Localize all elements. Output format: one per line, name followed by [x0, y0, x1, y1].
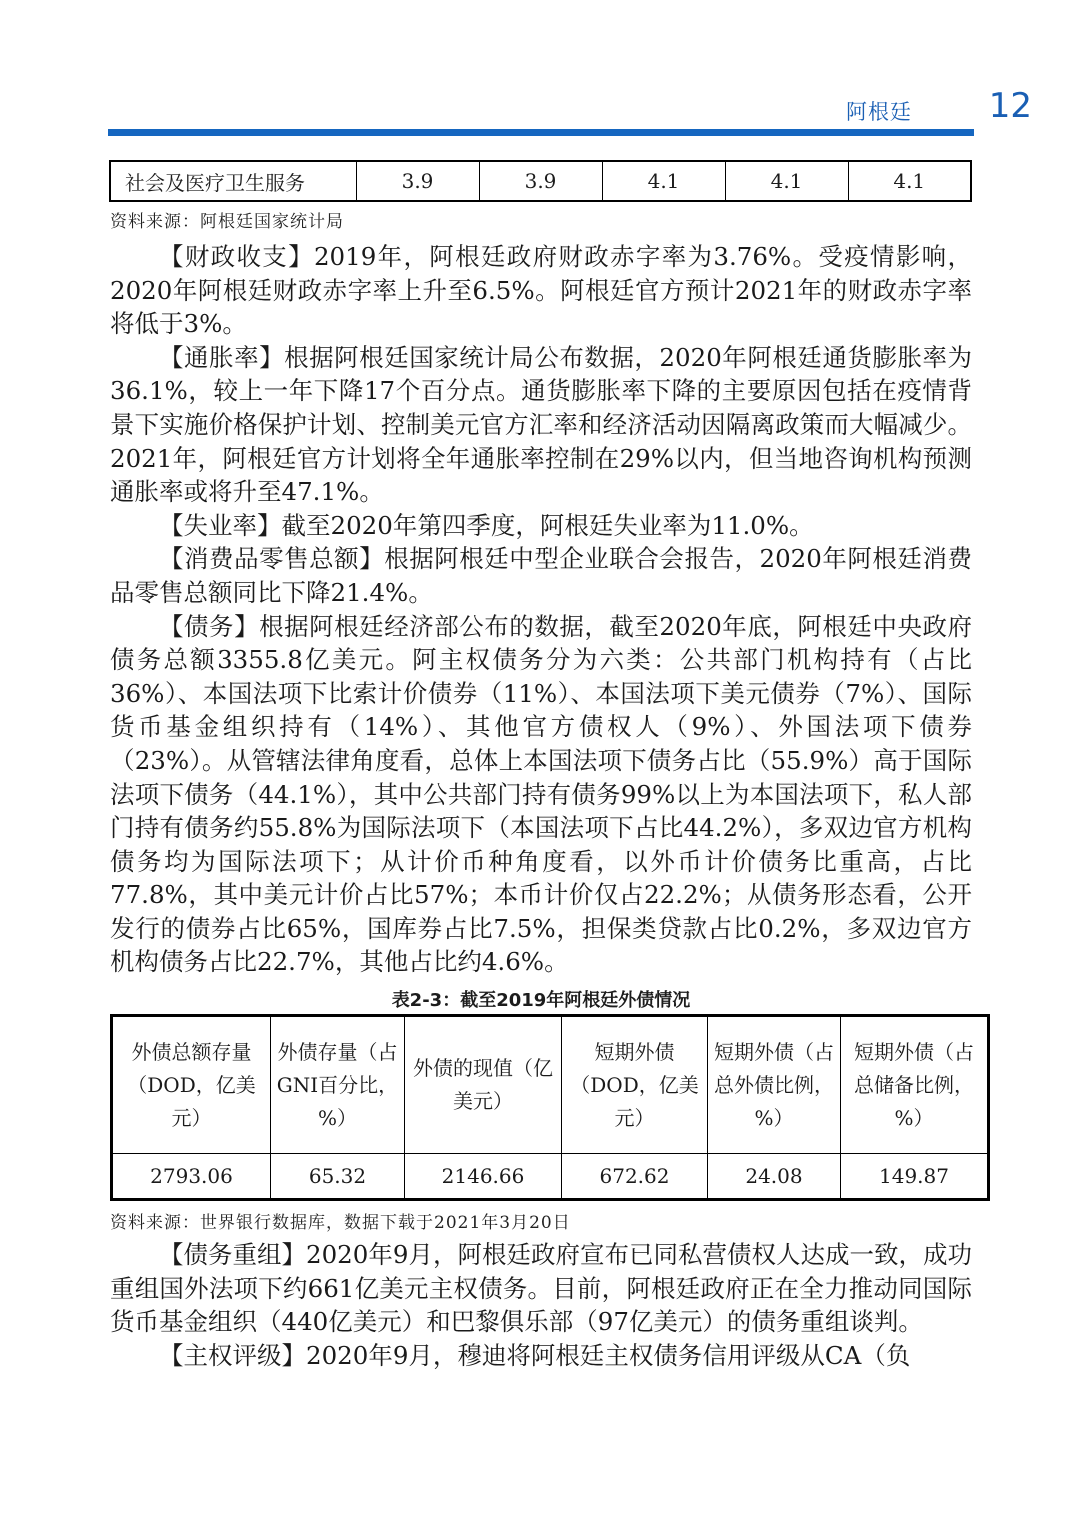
paragraph-inflation: 【通胀率】根据阿根廷国家统计局公布数据，2020年阿根廷通货膨胀率为36.1%，较上一年下降17个百分点。通货膨胀率下降的主要原因包括在疫情背景下实施价格保护计划、控制美元官方汇率和经济活动因隔离政策而大幅减少。2021年，阿根廷官方计划将全年通胀率控制在29%以内，但当地咨询机构预测通胀率或将升至47.1%。 [110, 342, 972, 507]
table-cell: 3.9 [356, 161, 479, 201]
page-header [108, 86, 1032, 128]
header-country: 阿根廷 [846, 100, 912, 124]
header-short-term-pct-debt: 短期外债（占总外债比例，%） [708, 1016, 841, 1154]
paragraph-restructuring: 【债务重组】2020年9月，阿根廷政府宣布已同私营债权人达成一致，成功重组国外法项下约661亿美元主权债务。目前，阿根廷政府正在全力推动同国际货币基金组织（440亿美元）和巴黎俱乐部（97亿美元）的债务重组谈判。 [110, 1240, 972, 1337]
page-number: 12 [988, 86, 1032, 126]
table-cell: 4.1 [848, 161, 971, 201]
header-dod-gni: 外债存量（占GNI百分比，%） [271, 1016, 405, 1154]
table2-caption: 表2-3：截至2019年阿根廷外债情况 [391, 990, 691, 1011]
table-cell: 672.62 [562, 1154, 708, 1200]
table-cell: 149.87 [841, 1154, 989, 1200]
body-text-bottom [110, 1238, 972, 1372]
table-cell: 2793.06 [112, 1154, 271, 1200]
header-short-term-pct-reserves: 短期外债（占总储备比例，%） [841, 1016, 989, 1154]
table-row [112, 1154, 989, 1200]
external-debt-table [110, 1014, 990, 1201]
table-continued [109, 160, 972, 202]
row-label: 社会及医疗卫生服务 [110, 161, 356, 201]
paragraph-retail: 【消费品零售总额】根据阿根廷中型企业联合会报告，2020年阿根廷消费品零售总额同比下降21.4%。 [110, 544, 972, 607]
table-cell: 4.1 [725, 161, 848, 201]
body-text-top [110, 240, 972, 979]
table-cell: 4.1 [602, 161, 725, 201]
table-cell: 65.32 [271, 1154, 405, 1200]
table-header-row [112, 1016, 989, 1154]
header-rule [108, 129, 974, 136]
header-present-value: 外债的现值（亿美元） [405, 1016, 562, 1154]
header-total-dod: 外债总额存量（DOD，亿美元） [112, 1016, 271, 1154]
paragraph-debt: 【债务】根据阿根廷经济部公布的数据，截至2020年底，阿根廷中央政府债务总额3355.8亿美元。阿主权债务分为六类：公共部门机构持有（占比36%）、本国法项下比索计价债券（11%）、本国法项下美元债券（7%）、国际货币基金组织持有（14%）、其他官方债权人（9%）、外国法项下债券（23%）。从管辖法律角度看，总体上本国法项下债务占比（55.9%）高于国际法项下债务（44.1%），其中公共部门持有债务99%以上为本国法项下，私人部门持有债务约55.8%为国际法项下（本国法项下占比44.2%），多双边官方机构债务均为国际法项下；从计价币种角度看，以外币计价债务比重高，占比77.8%，其中美元计价占比57%；本币计价仅占22.2%；从债务形态看，公开发行的债券占比65%，国库券占比7.5%，担保类贷款占比0.2%，多双边官方机构债务占比22.7%，其他占比约4.6%。 [110, 611, 972, 977]
paragraph-rating: 【主权评级】2020年9月，穆迪将阿根廷主权债务信用评级从CA（负 [159, 1340, 911, 1370]
paragraph-unemployment: 【失业率】截至2020年第四季度，阿根廷失业率为11.0%。 [159, 510, 814, 540]
paragraph-fiscal: 【财政收支】2019年，阿根廷政府财政赤字率为3.76%。受疫情影响，2020年阿根廷财政赤字率上升至6.5%。阿根廷官方预计2021年的财政赤字率将低于3%。 [110, 242, 972, 339]
table1-source: 资料来源：阿根廷国家统计局 [110, 212, 344, 232]
table-row [110, 161, 971, 201]
table2-source: 资料来源：世界银行数据库，数据下载于2021年3月20日 [110, 1213, 571, 1233]
table-cell: 3.9 [479, 161, 602, 201]
table-cell: 2146.66 [405, 1154, 562, 1200]
header-short-term-dod: 短期外债（DOD，亿美元） [562, 1016, 708, 1154]
table-cell: 24.08 [708, 1154, 841, 1200]
